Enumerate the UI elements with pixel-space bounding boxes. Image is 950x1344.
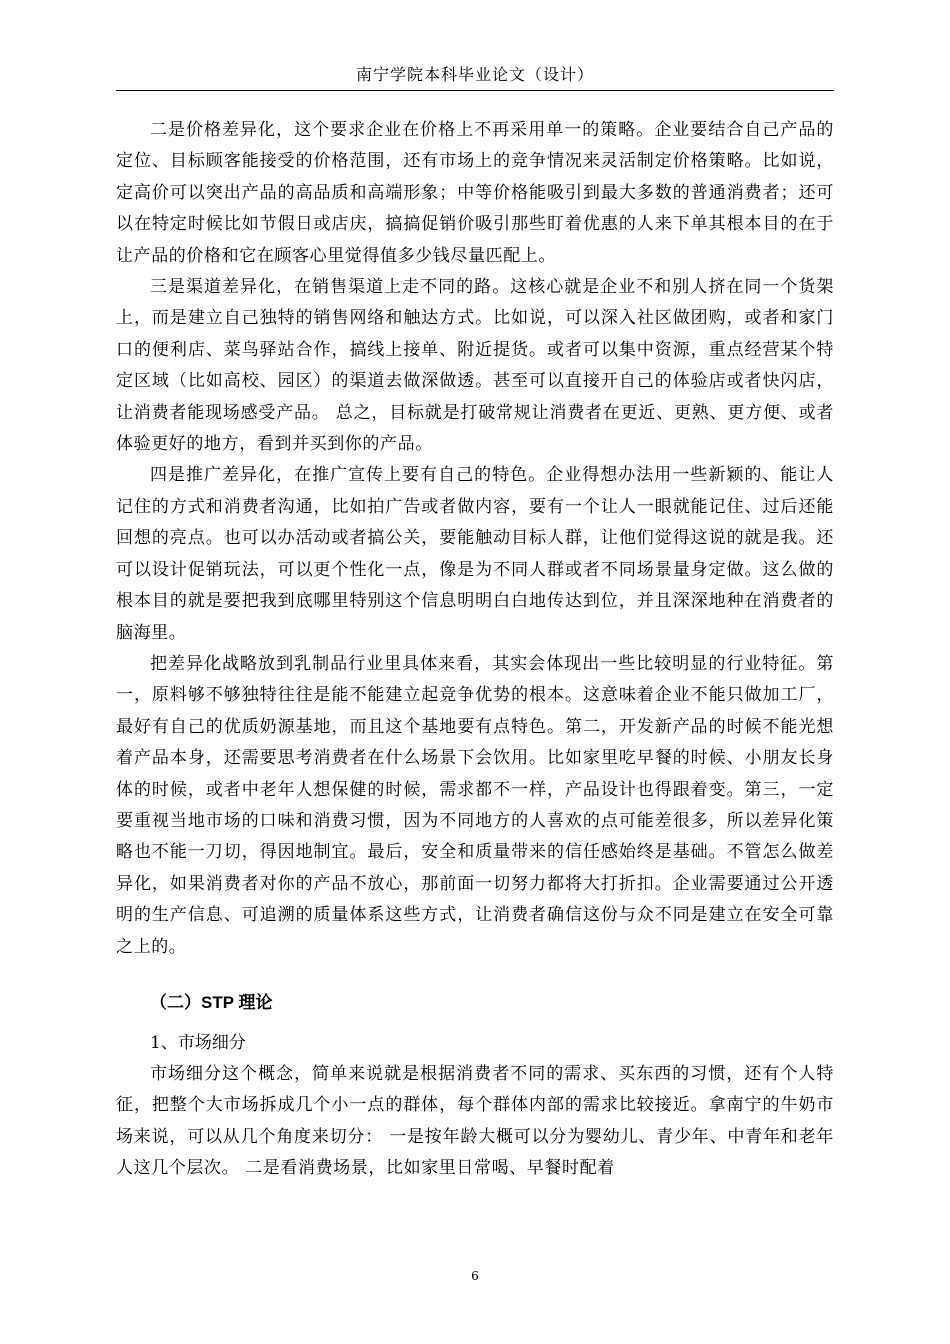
header-rule xyxy=(116,90,834,91)
page-number: 6 xyxy=(471,1269,479,1283)
section-heading-stp: （二）STP 理论 xyxy=(150,992,273,1012)
running-header: 南宁学院本科毕业论文（设计） xyxy=(355,65,594,84)
paragraph-market-segmentation: 市场细分这个概念，简单来说就是根据消费者不同的需求、买东西的习惯，还有个人特征，把整个大市场拆成几个小一点的群体，每个群体内部的需求比较接近。拿南宁的牛奶市场来说，可以从几个角度来切分： 一是按年龄大概可以分为婴幼儿、青少年、中青年和老年人这几个层次。 二是看消费场景，比如家里日常喝、早餐时配着 xyxy=(116,1063,834,1179)
paragraph-price-differentiation: 二是价格差异化，这个要求企业在价格上不再采用单一的策略。企业要结合自己产品的定位、目标顾客能接受的价格范围，还有市场上的竞争情况来灵活制定价格策略。比如说，定高价可以突出产品的高品质和高端形象；中等价格能吸引到最大多数的普通消费者；还可以在特定时候比如节假日或店庆，搞搞促销价吸引那些盯着优惠的人来下单其根本目的在于让产品的价格和它在顾客心里觉得值多少钱尽量匹配上。 xyxy=(116,120,834,266)
paragraph-dairy-industry: 把差异化战略放到乳制品行业里具体来看，其实会体现出一些比较明显的行业特征。第一，原料够不够独特往往是能不能建立起竞争优势的根本。这意味着企业不能只做加工厂，最好有自己的优质奶源基地，而且这个基地要有点特色。第二，开发新产品的时候不能光想着产品本身，还需要思考消费者在什么场景下会饮用。比如家里吃早餐的时候、小朋友长身体的时候，或者中老年人想保健的时候，需求都不一样，产品设计也得跟着变。第三，一定要重视当地市场的口味和消费习惯，因为不同地方的人喜欢的点可能差很多，所以差异化策略也不能一刀切，得因地制宜。最后，安全和质量带来的信任感始终是基础。不管怎么做差异化，如果消费者对你的产品不放心，那前面一切努力都将大打折扣。企业需要通过公开透明的生产信息、可追溯的质量体系这些方式，让消费者确信这份与众不同是建立在安全可靠之上的。 xyxy=(116,653,834,957)
paragraph-promotion-differentiation: 四是推广差异化，在推广宣传上要有自己的特色。企业得想办法用一些新颖的、能让人记住的方式和消费者沟通，比如拍广告或者做内容，要有一个让人一眼就能记住、过后还能回想的亮点。也可以办活动或者搞公关，要能触动目标人群，让他们觉得这说的就是我。还可以设计促销玩法，可以更个性化一点，像是为不同人群或者不同场景量身定做。这么做的根本目的就是要把我到底哪里特别这个信息明明白白地传达到位，并且深深地种在消费者的脑海里。 xyxy=(116,465,834,643)
body-content xyxy=(116,115,834,1185)
subheading-market-segmentation: 1、市场细分 xyxy=(150,1032,246,1053)
paragraph-channel-differentiation: 三是渠道差异化，在销售渠道上走不同的路。这核心就是企业不和别人挤在同一个货架上，而是建立自己独特的销售网络和触达方式。比如说，可以深入社区做团购，或者和家门口的便利店、菜鸟驿站合作，搞线上接单、附近提货。或者可以集中资源，重点经营某个特定区域（比如高校、园区）的渠道去做深做透。甚至可以直接开自己的体验店或者快闪店，让消费者能现场感受产品。 总之，目标就是打破常规让消费者在更近、更熟、更方便、或者体验更好的地方，看到并买到你的产品。 xyxy=(116,277,834,455)
